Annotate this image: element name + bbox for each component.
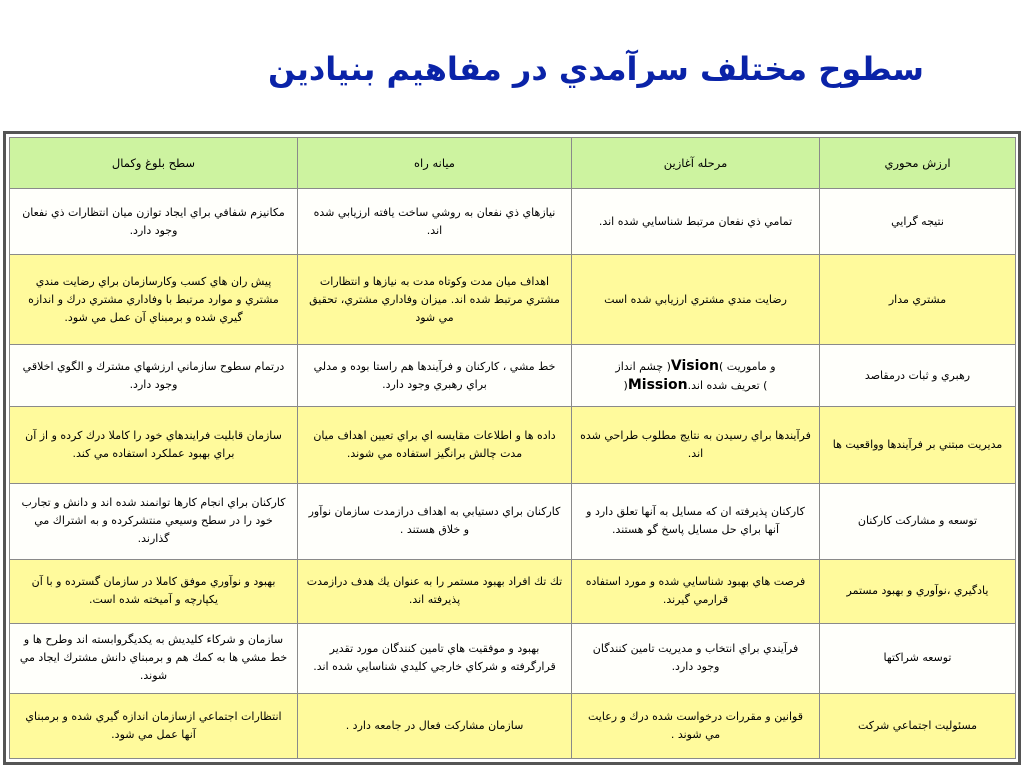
- cell-initial-stage: قوانين و مقررات درخواست شده درك و رعايت مي شوند .: [572, 693, 820, 758]
- table-row: [10, 255, 1016, 345]
- cell-midway: كاركنان براي دستيابي به اهداف درازمدت سازمان نوآور و خلاق هستند .: [298, 483, 572, 559]
- cell-initial-stage: رضايت مندي مشتري ارزيابي شده است: [572, 255, 820, 345]
- concepts-table: [9, 137, 1016, 759]
- cell-initial-stage: فرآيندها براي رسيدن به نتايج مطلوب طراحي شده اند.: [572, 407, 820, 483]
- vision-term: Vision: [670, 357, 719, 374]
- header-core-value: ارزش محوري: [820, 138, 1016, 189]
- header-maturity: سطح بلوغ وكمال: [10, 138, 298, 189]
- cell-midway: داده ها و اطلاعات مقايسه اي براي تعيين اهداف ميان مدت چالش برانگيز استفاده مي شوند.: [298, 407, 572, 483]
- table-row: [10, 345, 1016, 407]
- cell-core-value: مسئوليت اجتماعي شركت: [820, 693, 1016, 758]
- mission-label: ) تعريف شده اند.: [687, 378, 768, 392]
- cell-midway: نيازهاي ذي نفعان به روشي ساخت يافته ارزيابي شده اند.: [298, 189, 572, 255]
- table-row: [10, 693, 1016, 758]
- vision-paren: ( چشم انداز: [615, 359, 671, 373]
- cell-core-value: مديريت مبتني بر فرآيندها وواقعيت ها: [820, 407, 1016, 483]
- vision-line: [580, 357, 811, 376]
- table-header-row: [10, 138, 1016, 189]
- cell-initial-stage: تمامي ذي نفعان مرتبط شناسايي شده اند.: [572, 189, 820, 255]
- cell-core-value: مشتري مدار: [820, 255, 1016, 345]
- cell-core-value: رهبري و ثبات درمقاصد: [820, 345, 1016, 407]
- mission-paren: (: [623, 378, 628, 392]
- cell-midway: بهبود و موفقيت هاي تامين كنندگان مورد تقدير قرارگرفته و شركاي خارجي كليدي شناسايي شده اند.: [298, 623, 572, 693]
- cell-midway: خط مشي ، كاركنان و فرآيندها هم راستا بوده و مدلي براي رهبري وجود دارد.: [298, 345, 572, 407]
- header-initial-stage: مرحله آغازين: [572, 138, 820, 189]
- cell-maturity: انتظارات اجتماعي ازسازمان اندازه گيري شده و برمبناي آنها عمل مي شود.: [10, 693, 298, 758]
- cell-initial-stage: كاركنان پذيرفته ان كه مسايل به آنها تعلق دارد و آنها براي حل مسايل پاسخ گو هستند.: [572, 483, 820, 559]
- cell-maturity: پيش ران هاي كسب وكارسازمان براي رضايت مندي مشتري و موارد مرتبط با وفاداري مشتري درك و اندازه گيري شده و برمبناي آن عمل مي شود.: [10, 255, 298, 345]
- cell-midway: اهداف ميان مدت وكوتاه مدت به نيازها و انتظارات مشتري مرتبط شده اند. ميزان وفاداري مشتري، تحقيق مي شود: [298, 255, 572, 345]
- cell-maturity: بهبود و نوآوري موفق كاملا در سازمان گسترده و با آن يكپارچه و آميخته شده است.: [10, 559, 298, 623]
- cell-core-value: توسعه و مشاركت كاركنان: [820, 483, 1016, 559]
- mission-line: [580, 376, 811, 395]
- cell-midway: سازمان مشاركت فعال در جامعه دارد .: [298, 693, 572, 758]
- cell-maturity: كاركنان براي انجام كارها توانمند شده اند و دانش و تجارب خود را در سطح وسيعي منتشركرده و به اشتراك مي گذارند.: [10, 483, 298, 559]
- cell-core-value: نتيجه گرايي: [820, 189, 1016, 255]
- cell-core-value: يادگيري ،نوآوري و بهبود مستمر: [820, 559, 1016, 623]
- vision-label: و ماموريت ): [719, 359, 776, 373]
- mission-term: Mission: [627, 376, 688, 393]
- cell-maturity: سازمان قابليت فرايندهاي خود را كاملا درك كرده و از آن براي بهبود عملكرد استفاده مي كند.: [10, 407, 298, 483]
- slide-title: سطوح مختلف سرآمدي در مفاهيم بنيادين: [268, 50, 924, 88]
- cell-maturity: مكانيزم شفافي براي ايجاد توازن ميان انتظارات ذي نفعان وجود دارد.: [10, 189, 298, 255]
- cell-initial-stage: فرصت هاي بهبود شناسايي شده و مورد استفاده قرارمي گيرند.: [572, 559, 820, 623]
- cell-maturity: درتمام سطوح سازماني ارزشهاي مشترك و الگوي اخلاقي وجود دارد.: [10, 345, 298, 407]
- table-row: [10, 189, 1016, 255]
- table-row: [10, 559, 1016, 623]
- cell-initial-stage: [572, 345, 820, 407]
- cell-initial-stage: فرآيندي براي انتخاب و مديريت تامين كنندگان وجود دارد.: [572, 623, 820, 693]
- cell-midway: تك تك افراد بهبود مستمر را به عنوان يك هدف درازمدت پذيرفته اند.: [298, 559, 572, 623]
- table-row: [10, 407, 1016, 483]
- table-row: [10, 483, 1016, 559]
- cell-maturity: سازمان و شركاء كليديش به يكديگروابسته اند وطرح ها و خط مشي ها به كمك هم و برمبناي دانش مشترك ايجاد مي شوند.: [10, 623, 298, 693]
- cell-core-value: توسعه شراكتها: [820, 623, 1016, 693]
- header-midway: ميانه راه: [298, 138, 572, 189]
- table-frame: [3, 131, 1021, 765]
- table-row: [10, 623, 1016, 693]
